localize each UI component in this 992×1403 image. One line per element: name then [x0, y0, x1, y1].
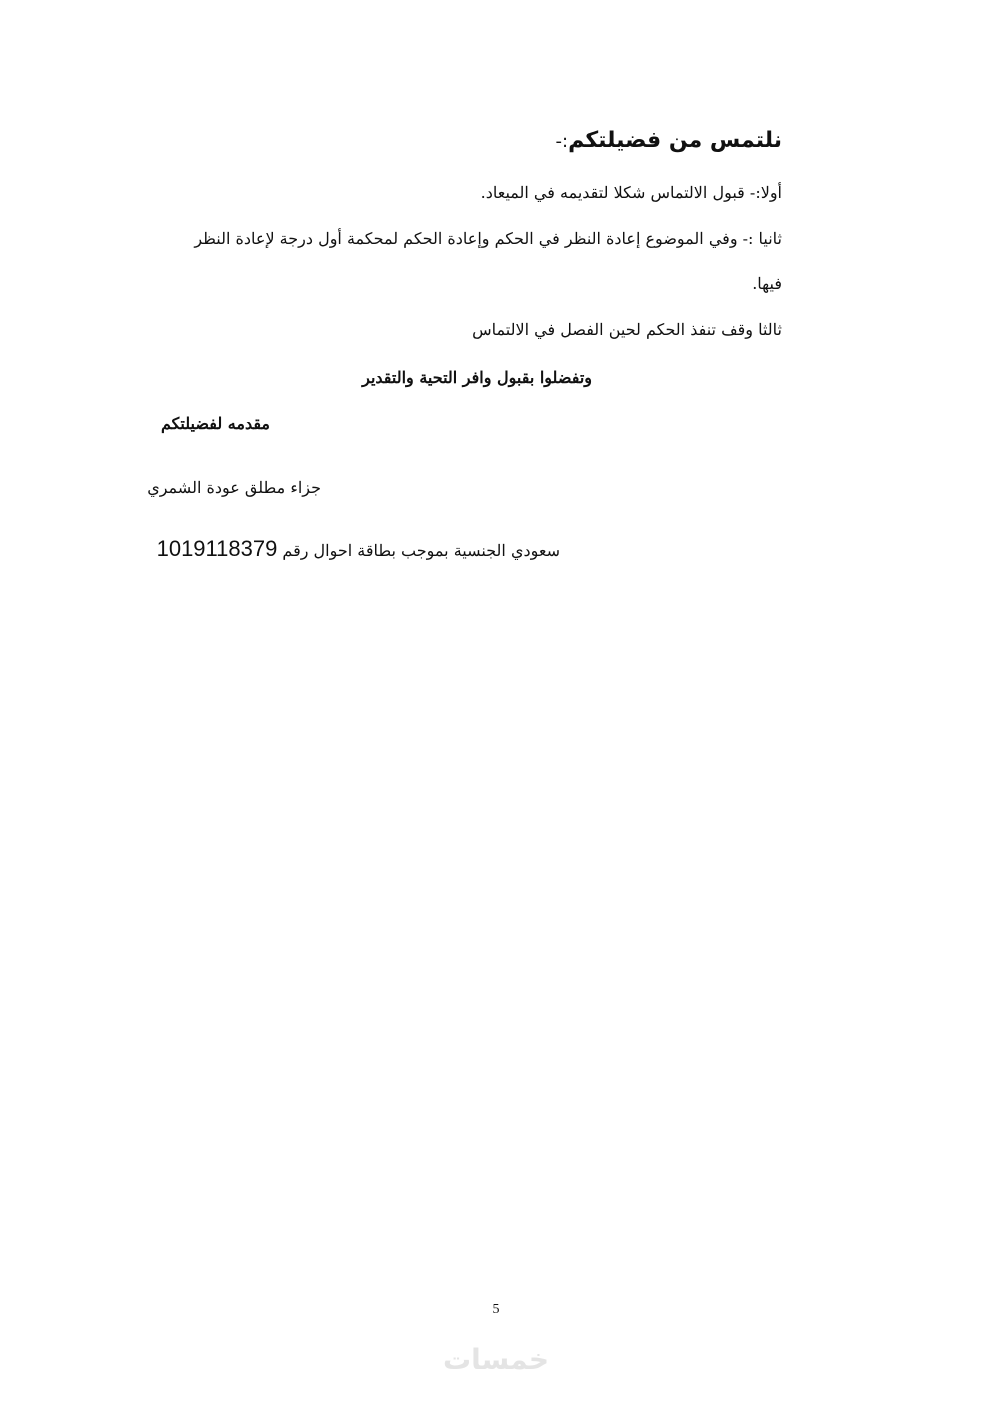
id-line: [157, 536, 560, 562]
id-line-text: سعودي الجنسية بموجب بطاقة احوال رقم: [282, 541, 560, 560]
presenter-name: جزاء مطلق عودة الشمري: [147, 478, 321, 497]
closing-line: وتفضلوا بقبول وافر التحية والتقدير: [362, 368, 592, 387]
page-number: 5: [492, 1302, 500, 1317]
heading: [556, 128, 782, 153]
heading-text: نلتمس من فضيلتكم: [568, 128, 782, 153]
request-first: أولا:- قبول الالتماس شكلا لتقديمه في الميعاد.: [480, 183, 782, 202]
presenter-label: مقدمه لفضيلتكم: [160, 414, 270, 433]
request-second-continued: فيها.: [752, 274, 782, 293]
id-number: 1019118379: [156, 536, 278, 561]
heading-suffix: :-: [555, 131, 569, 152]
request-third: ثالثا وقف تنفذ الحكم لحين الفصل في الالتماس: [472, 320, 782, 339]
watermark-logo: خمسات: [442, 1343, 550, 1376]
request-second: ثانيا :- وفي الموضوع إعادة النظر في الحكم وإعادة الحكم لمحكمة أول درجة لإعادة النظر: [194, 229, 782, 248]
